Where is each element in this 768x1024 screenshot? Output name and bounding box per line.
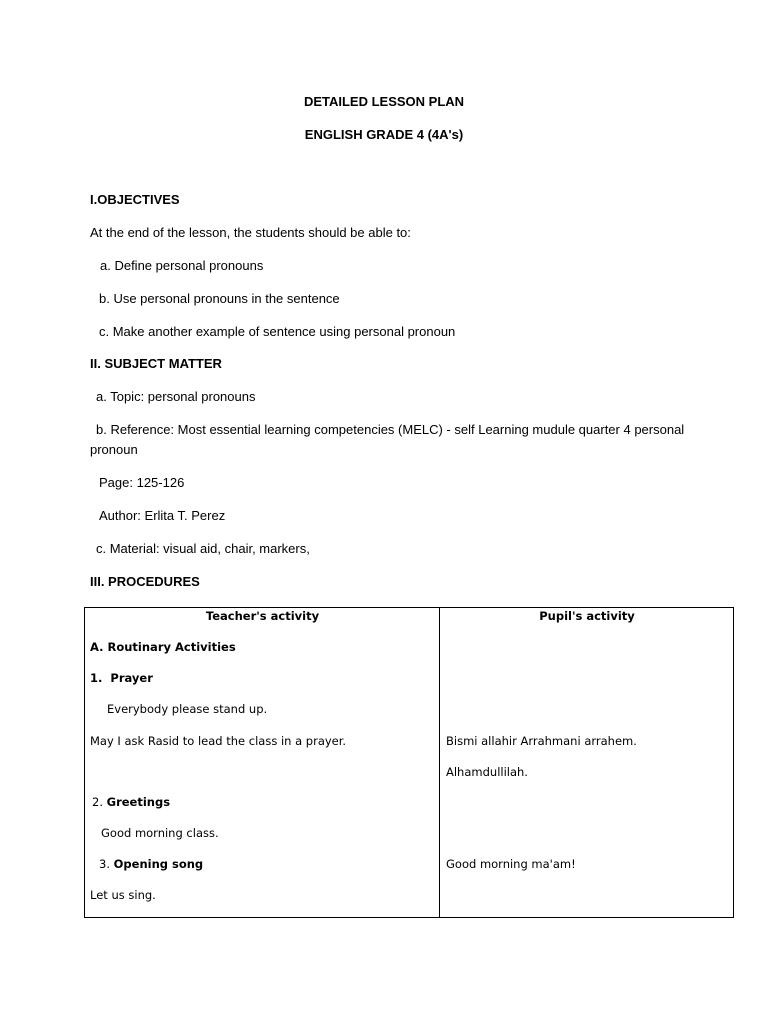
- procedures-table: [84, 607, 734, 918]
- procedures-heading: III. PROCEDURES: [90, 574, 200, 589]
- subject-material: c. Material: visual aid, chair, markers,: [96, 541, 310, 556]
- subject-topic: a. Topic: personal pronouns: [96, 389, 256, 404]
- pupil-alhamdulillah: Alhamdullilah.: [446, 765, 528, 779]
- opening-song-number: 3.: [99, 857, 110, 871]
- objectives-intro: At the end of the lesson, the students should be able to:: [90, 225, 411, 240]
- subject-reference-line2: pronoun: [90, 442, 138, 457]
- subject-page: Page: 125-126: [99, 475, 185, 490]
- lead-prayer-instruction: May I ask Rasid to lead the class in a prayer.: [90, 734, 347, 748]
- teacher-activity-column: [85, 608, 440, 918]
- prayer-item: [90, 671, 153, 685]
- prayer-label: Prayer: [110, 671, 153, 685]
- greetings-number: 2.: [92, 795, 103, 809]
- good-morning-greeting: Good morning class.: [101, 826, 219, 840]
- objectives-heading: I.OBJECTIVES: [90, 192, 180, 207]
- teacher-activity-header: Teacher's activity: [205, 609, 320, 623]
- pupil-activity-column: [440, 608, 734, 918]
- document-subtitle: ENGLISH GRADE 4 (4A's): [304, 127, 464, 142]
- pupil-prayer-response: Bismi allahir Arrahmani arrahem.: [446, 734, 637, 748]
- objective-item-b: b. Use personal pronouns in the sentence: [99, 291, 340, 306]
- prayer-number: 1.: [90, 671, 103, 685]
- greetings-item: [92, 795, 170, 809]
- subject-matter-heading: II. SUBJECT MATTER: [90, 356, 222, 371]
- document-title: DETAILED LESSON PLAN: [303, 94, 465, 109]
- objective-item-c: c. Make another example of sentence using personal pronoun: [99, 324, 456, 339]
- subject-reference-line1: b. Reference: Most essential learning competencies (MELC) - self Learning mudule quarter 4 personal: [96, 422, 685, 437]
- pupil-activity-header: Pupil's activity: [539, 609, 635, 623]
- greetings-label: Greetings: [106, 795, 171, 809]
- subject-author: Author: Erlita T. Perez: [99, 508, 226, 523]
- opening-song-item: [99, 857, 203, 871]
- opening-song-label: Opening song: [113, 857, 204, 871]
- pupil-greeting-response: Good morning ma'am!: [446, 857, 576, 871]
- lets-sing-instruction: Let us sing.: [90, 888, 156, 902]
- objective-item-a: a. Define personal pronouns: [100, 258, 264, 273]
- stand-up-instruction: Everybody please stand up.: [107, 702, 268, 716]
- routinary-activities-label: A. Routinary Activities: [90, 640, 236, 654]
